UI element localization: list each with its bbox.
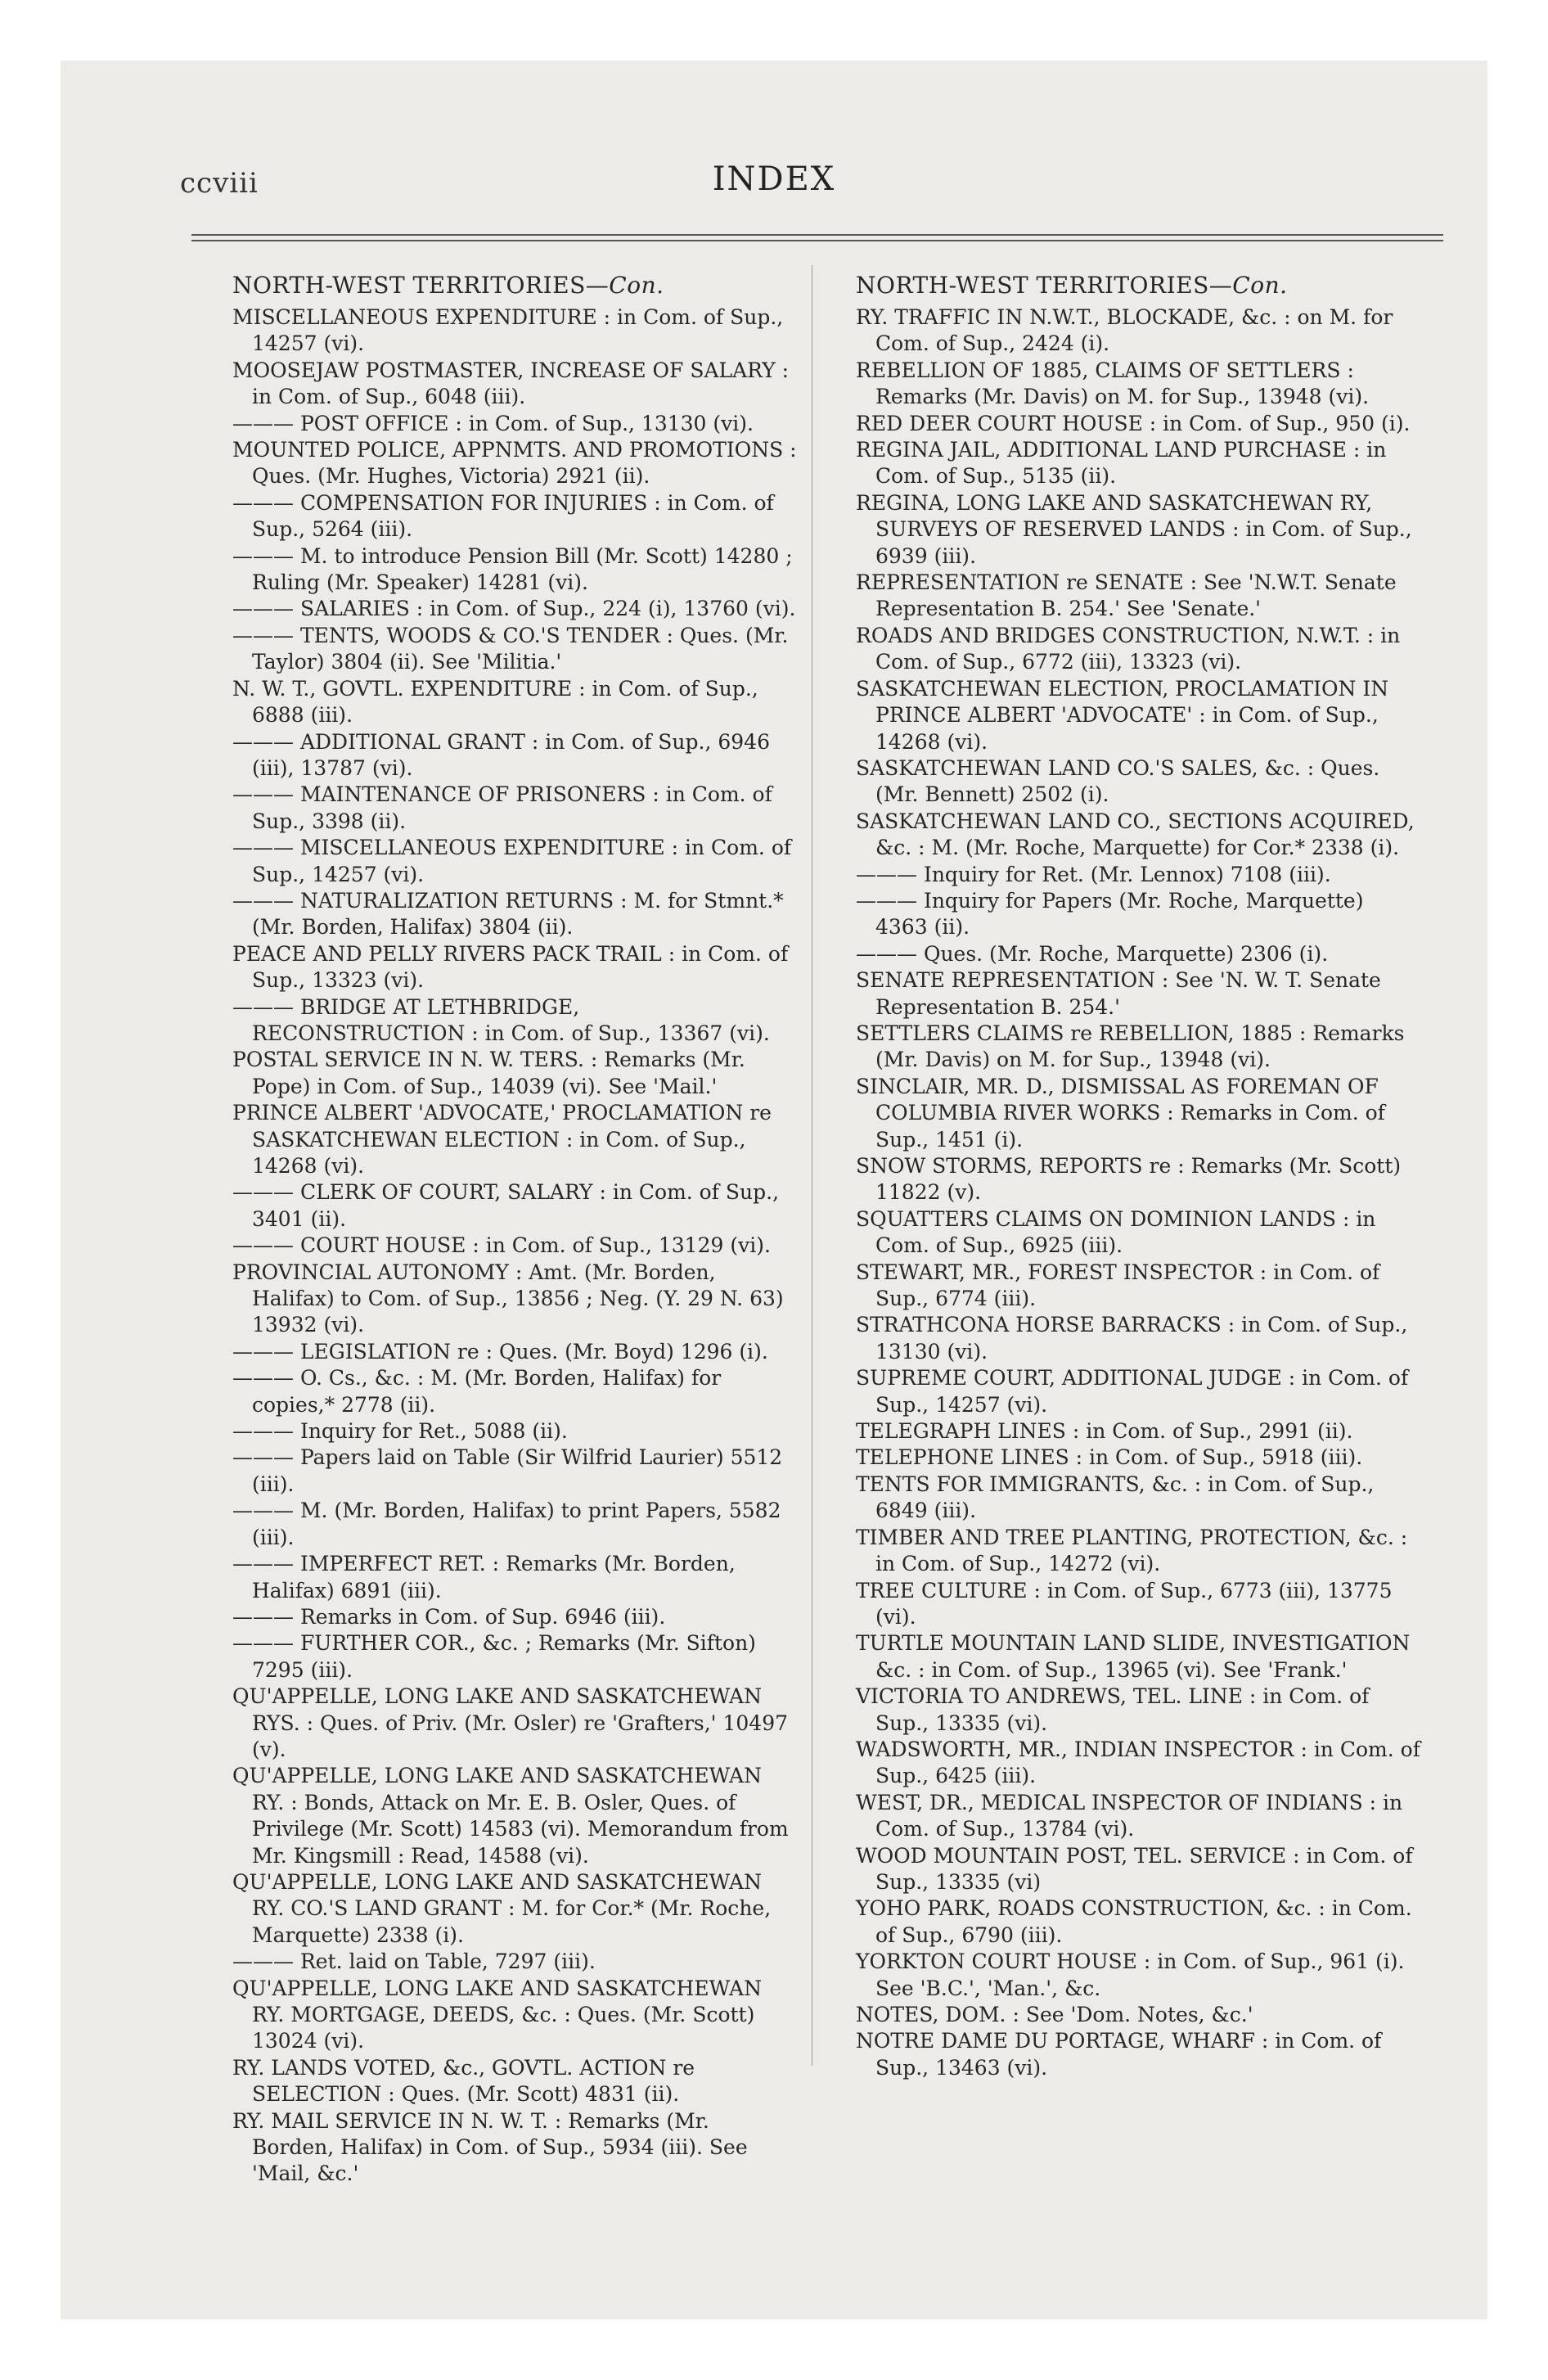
index-entry: ——— M. to introduce Pension Bill (Mr. Scott) 14280 ; Ruling (Mr. Speaker) 14281 (vi). xyxy=(232,543,793,595)
right-heading-suffix: Con. xyxy=(1232,272,1288,299)
index-entry: MOUNTED POLICE, APPNMTS. AND PROMOTIONS : Ques. (Mr. Hughes, Victoria) 2921 (ii). xyxy=(232,438,797,489)
left-heading-text: NORTH-WEST TERRITORIES— xyxy=(232,272,610,299)
index-entry: TELEGRAPH LINES : in Com. of Sup., 2991 (ii). xyxy=(856,1419,1353,1444)
index-entry: REGINA, LONG LAKE AND SASKATCHEWAN RY, SURVEYS OF RESERVED LANDS : in Com. of Sup., 6939 (iii). xyxy=(856,490,1412,568)
index-entry: ——— SALARIES : in Com. of Sup., 224 (i), 13760 (vi). xyxy=(232,597,796,621)
index-entry: WADSWORTH, MR., INDIAN INSPECTOR : in Com. of Sup., 6425 (iii). xyxy=(856,1737,1420,1788)
index-entry: RY. TRAFFIC IN N.W.T., BLOCKADE, &c. : on M. for Com. of Sup., 2424 (i). xyxy=(856,305,1393,356)
index-entry: PEACE AND PELLY RIVERS PACK TRAIL : in Com. of Sup., 13323 (vi). xyxy=(232,941,789,993)
index-entry: ——— NATURALIZATION RETURNS : M. for Stmnt.* (Mr. Borden, Halifax) 3804 (ii). xyxy=(232,888,784,940)
index-entry: N. W. T., GOVTL. EXPENDITURE : in Com. of Sup., 6888 (iii). xyxy=(232,676,758,728)
index-entry: ——— Inquiry for Ret. (Mr. Lennox) 7108 (iii). xyxy=(856,862,1331,886)
index-entry: ——— Inquiry for Ret., 5088 (ii). xyxy=(232,1419,568,1444)
index-entry: ——— MAINTENANCE OF PRISONERS : in Com. of Sup., 3398 (ii). xyxy=(232,782,772,833)
index-entry: ——— COMPENSATION FOR INJURIES : in Com. of Sup., 5264 (iii). xyxy=(232,490,774,542)
index-entry: SASKATCHEWAN LAND CO.'S SALES, &c. : Ques. (Mr. Bennett) 2502 (i). xyxy=(856,755,1380,807)
index-entry: POSTAL SERVICE IN N. W. TERS. : Remarks (Mr. Pope) in Com. of Sup., 14039 (vi). See 'Mail.' xyxy=(232,1048,745,1098)
index-entry: QU'APPELLE, LONG LAKE AND SASKATCHEWAN RYS. : Ques. of Priv. (Mr. Osler) re 'Grafters,' 10497 (v). xyxy=(232,1684,789,1761)
right-column-heading xyxy=(856,270,1420,301)
left-column-heading xyxy=(232,270,797,301)
index-entry: ——— Papers laid on Table (Sir Wilfrid Laurier) 5512 (iii). xyxy=(232,1445,783,1496)
index-entry: NOTRE DAME DU PORTAGE, WHARF : in Com. of Sup., 13463 (vi). xyxy=(856,2029,1382,2080)
index-entry: MOOSEJAW POSTMASTER, INCREASE OF SALARY : in Com. of Sup., 6048 (iii). xyxy=(232,358,790,409)
index-entry: ——— ADDITIONAL GRANT : in Com. of Sup., 6946 (iii), 13787 (vi). xyxy=(232,729,770,780)
index-entry: SETTLERS CLAIMS re REBELLION, 1885 : Remarks (Mr. Davis) on M. for Sup., 13948 (vi). xyxy=(856,1021,1405,1072)
index-entry: TIMBER AND TREE PLANTING, PROTECTION, &c. : in Com. of Sup., 14272 (vi). xyxy=(856,1525,1408,1576)
index-entry: ROADS AND BRIDGES CONSTRUCTION, N.W.T. : in Com. of Sup., 6772 (iii), 13323 (vi). xyxy=(856,623,1401,674)
index-entry: RY. LANDS VOTED, &c., GOVTL. ACTION re SELECTION : Ques. (Mr. Scott) 4831 (ii). xyxy=(232,2055,695,2107)
index-entry: ——— COURT HOUSE : in Com. of Sup., 13129 (vi). xyxy=(232,1233,771,1258)
index-entry: ——— Inquiry for Papers (Mr. Roche, Marquette) 4363 (ii). xyxy=(856,888,1364,940)
index-entry: SQUATTERS CLAIMS ON DOMINION LANDS : in Com. of Sup., 6925 (iii). xyxy=(856,1206,1376,1258)
index-entry: QU'APPELLE, LONG LAKE AND SASKATCHEWAN RY. MORTGAGE, DEEDS, &c. : Ques. (Mr. Scott) 13024 (vi). xyxy=(232,1976,762,2053)
index-entry: ——— IMPERFECT RET. : Remarks (Mr. Borden, Halifax) 6891 (iii). xyxy=(232,1552,736,1602)
page-title: INDEX xyxy=(712,160,836,198)
index-entry: QU'APPELLE, LONG LAKE AND SASKATCHEWAN RY. : Bonds, Attack on Mr. E. B. Osler, Ques. of Privilege (Mr. Scott) 14583 (vi). Memorandum from Mr. Kingsmill : Read, 14588 (vi). xyxy=(232,1764,789,1868)
page-paper xyxy=(61,61,1487,2319)
index-entry: ——— MISCELLANEOUS EXPENDITURE : in Com. of Sup., 14257 (vi). xyxy=(232,836,792,886)
index-entry: RED DEER COURT HOUSE : in Com. of Sup., 950 (i). xyxy=(856,411,1411,435)
index-entry: ——— LEGISLATION re : Ques. (Mr. Boyd) 1296 (i). xyxy=(232,1339,768,1364)
index-entry: SENATE REPRESENTATION : See 'N. W. T. Senate Representation B. 254.' xyxy=(856,968,1381,1019)
index-entry: ——— POST OFFICE : in Com. of Sup., 13130 (vi). xyxy=(232,411,754,435)
index-entry: YORKTON COURT HOUSE : in Com. of Sup., 961 (i). See 'B.C.', 'Man.', &c. xyxy=(856,1950,1405,2000)
index-entry: ——— O. Cs., &c. : M. (Mr. Borden, Halifax) for copies,* 2778 (ii). xyxy=(232,1366,722,1417)
index-entry: WEST, DR., MEDICAL INSPECTOR OF INDIANS : in Com. of Sup., 13784 (vi). xyxy=(856,1790,1403,1841)
index-entry: SUPREME COURT, ADDITIONAL JUDGE : in Com. of Sup., 14257 (vi). xyxy=(856,1366,1409,1417)
index-entry: QU'APPELLE, LONG LAKE AND SASKATCHEWAN RY. CO.'S LAND GRANT : M. for Cor.* (Mr. Roche, Marquette) 2338 (i). xyxy=(232,1869,772,1947)
index-entry: TENTS FOR IMMIGRANTS, &c. : in Com. of Sup., 6849 (iii). xyxy=(856,1472,1375,1523)
index-entry: ——— M. (Mr. Borden, Halifax) to print Papers, 5582 (iii). xyxy=(232,1499,781,1549)
index-entry: TELEPHONE LINES : in Com. of Sup., 5918 (iii). xyxy=(856,1445,1363,1470)
index-entry: ——— FURTHER COR., &c. ; Remarks (Mr. Sifton) 7295 (iii). xyxy=(232,1631,756,1682)
right-column xyxy=(856,270,1420,2081)
index-entry: PRINCE ALBERT 'ADVOCATE,' PROCLAMATION re SASKATCHEWAN ELECTION : in Com. of Sup., 14268 (vi). xyxy=(232,1101,772,1178)
index-entry: STRATHCONA HORSE BARRACKS : in Com. of Sup., 13130 (vi). xyxy=(856,1313,1408,1364)
index-entry: TREE CULTURE : in Com. of Sup., 6773 (iii), 13775 (vi). xyxy=(856,1578,1393,1629)
index-entry: REBELLION OF 1885, CLAIMS OF SETTLERS : Remarks (Mr. Davis) on M. for Sup., 13948 (vi). xyxy=(856,358,1370,409)
index-entry: RY. MAIL SERVICE IN N. W. T. : Remarks (Mr. Borden, Halifax) in Com. of Sup., 5934 (iii). See 'Mail, &c.' xyxy=(232,2108,748,2186)
index-entry: SASKATCHEWAN LAND CO., SECTIONS ACQUIRED, &c. : M. (Mr. Roche, Marquette) for Cor.* 2338 (i). xyxy=(856,809,1415,860)
index-entry: SASKATCHEWAN ELECTION, PROCLAMATION IN PRINCE ALBERT 'ADVOCATE' : in Com. of Sup., 14268 (vi). xyxy=(856,676,1389,754)
index-entry: WOOD MOUNTAIN POST, TEL. SERVICE : in Com. of Sup., 13335 (vi) xyxy=(856,1843,1413,1894)
index-entry: ——— Remarks in Com. of Sup. 6946 (iii). xyxy=(232,1604,666,1629)
right-heading-text: NORTH-WEST TERRITORIES— xyxy=(856,272,1233,299)
index-entry: STEWART, MR., FOREST INSPECTOR : in Com. of Sup., 6774 (iii). xyxy=(856,1260,1380,1311)
index-entry: SINCLAIR, MR. D., DISMISSAL AS FOREMAN OF COLUMBIA RIVER WORKS : Remarks in Com. of Sup., 1451 (i). xyxy=(856,1074,1385,1152)
index-entry: VICTORIA TO ANDREWS, TEL. LINE : in Com. of Sup., 13335 (vi). xyxy=(856,1684,1370,1735)
right-entries-list xyxy=(856,304,1420,2081)
index-entry: ——— TENTS, WOODS & CO.'S TENDER : Ques. (Mr. Taylor) 3804 (ii). See 'Militia.' xyxy=(232,623,789,674)
index-entry: PROVINCIAL AUTONOMY : Amt. (Mr. Borden, Halifax) to Com. of Sup., 13856 ; Neg. (Y. 29 N. 63) 13932 (vi). xyxy=(232,1260,784,1337)
left-column xyxy=(232,270,797,2188)
index-entry: TURTLE MOUNTAIN LAND SLIDE, INVESTIGATION &c. : in Com. of Sup., 13965 (vi). See 'Frank.' xyxy=(856,1631,1411,1682)
page-number: ccviii xyxy=(180,167,259,200)
index-entry: REGINA JAIL, ADDITIONAL LAND PURCHASE : in Com. of Sup., 5135 (ii). xyxy=(856,438,1387,489)
index-entry: ——— Ques. (Mr. Roche, Marquette) 2306 (i). xyxy=(856,941,1329,966)
index-entry: ——— Ret. laid on Table, 7297 (iii). xyxy=(232,1950,596,1974)
header-rule-top xyxy=(191,234,1443,236)
index-entry: YOHO PARK, ROADS CONSTRUCTION, &c. : in Com. of Sup., 6790 (iii). xyxy=(856,1896,1412,1947)
index-entry: MISCELLANEOUS EXPENDITURE : in Com. of Sup., 14257 (vi). xyxy=(232,305,784,356)
left-heading-suffix: Con. xyxy=(609,272,664,299)
left-entries-list xyxy=(232,304,797,2188)
header-rule-bottom xyxy=(191,240,1443,241)
index-entry: REPRESENTATION re SENATE : See 'N.W.T. Senate Representation B. 254.' See 'Senate.' xyxy=(856,570,1397,621)
index-entry: NOTES, DOM. : See 'Dom. Notes, &c.' xyxy=(856,2003,1253,2026)
index-entry: ——— BRIDGE AT LETHBRIDGE, RECONSTRUCTION : in Com. of Sup., 13367 (vi). xyxy=(232,994,770,1045)
index-entry: SNOW STORMS, REPORTS re : Remarks (Mr. Scott) 11822 (v). xyxy=(856,1154,1402,1205)
index-entry: ——— CLERK OF COURT, SALARY : in Com. of Sup., 3401 (ii). xyxy=(232,1180,780,1231)
